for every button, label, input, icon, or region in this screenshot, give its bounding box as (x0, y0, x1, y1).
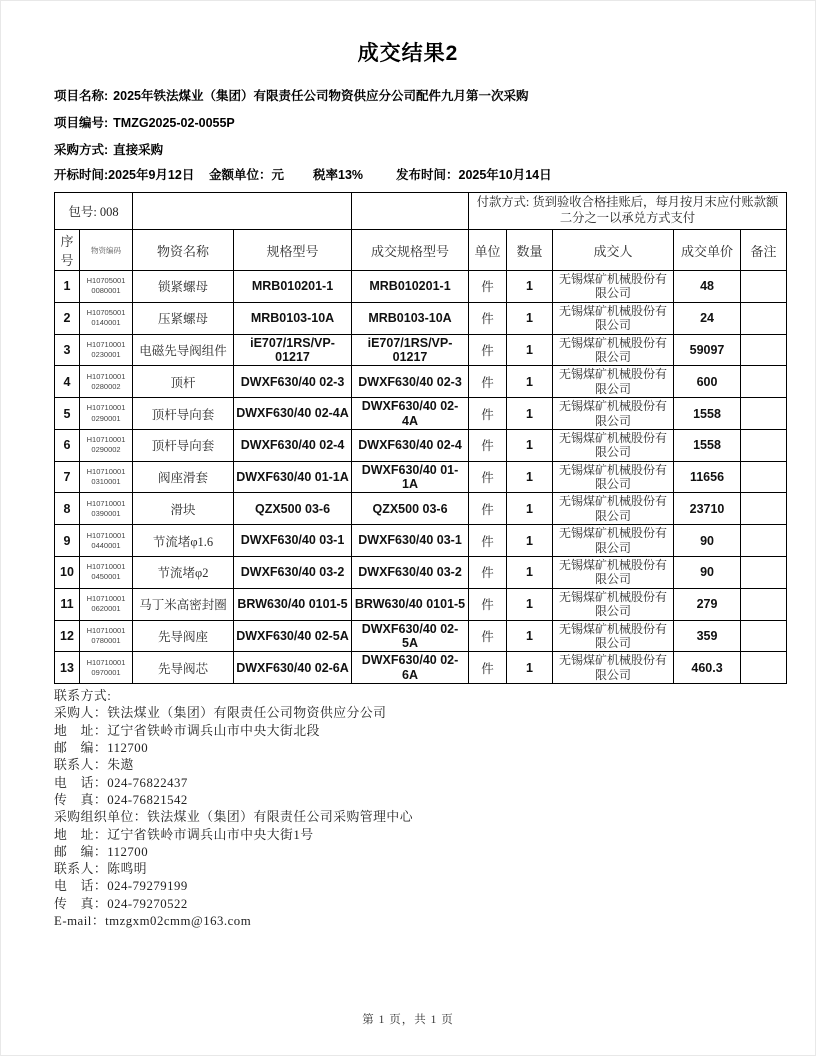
cell-remark (741, 652, 787, 684)
table-row (55, 588, 787, 620)
cell-unit: 件 (469, 334, 507, 366)
cell-name: 节流堵φ2 (133, 557, 234, 589)
cell-name: 滑块 (133, 493, 234, 525)
cell-spec: DWXF630/40 02-3 (234, 366, 352, 398)
cell-no: 9 (55, 525, 80, 557)
cell-name: 顶杆导向套 (133, 429, 234, 461)
cell-unit: 件 (469, 620, 507, 652)
cell-remark (741, 334, 787, 366)
cell-remark (741, 525, 787, 557)
cell-supplier: 无锡煤矿机械股份有限公司 (553, 429, 674, 461)
amount-unit: 金额单位：元 (209, 168, 285, 182)
cell-qty: 1 (507, 366, 553, 398)
col-header-deal-spec: 成交规格型号 (352, 230, 469, 271)
contact-line: 邮 编：112700 (54, 844, 149, 859)
cell-no: 11 (55, 588, 80, 620)
contact-line: 联系方式: (54, 689, 112, 704)
cell-remark (741, 271, 787, 303)
cell-no: 1 (55, 271, 80, 303)
cell-supplier: 无锡煤矿机械股份有限公司 (553, 652, 674, 684)
cell-code: H10710001 0620001 (80, 588, 133, 620)
cell-spec: DWXF630/40 03-2 (234, 557, 352, 589)
cell-remark (741, 620, 787, 652)
cell-deal-spec: QZX500 03-6 (352, 493, 469, 525)
cell-supplier: 无锡煤矿机械股份有限公司 (553, 461, 674, 493)
cell-price: 59097 (674, 334, 741, 366)
cell-qty: 1 (507, 271, 553, 303)
cell-supplier: 无锡煤矿机械股份有限公司 (553, 302, 674, 334)
cell-code: H10710001 0970001 (80, 652, 133, 684)
open-time: 开标时间:2025年9月12日 (54, 168, 195, 182)
cell-remark (741, 366, 787, 398)
cell-supplier: 无锡煤矿机械股份有限公司 (553, 493, 674, 525)
cell-remark (741, 302, 787, 334)
cell-remark (741, 461, 787, 493)
cell-supplier: 无锡煤矿机械股份有限公司 (553, 271, 674, 303)
cell-spec: DWXF630/40 02-5A (234, 620, 352, 652)
cell-no: 12 (55, 620, 80, 652)
contact-line: 传 真：024-76821542 (54, 792, 188, 807)
cell-deal-spec: iE707/1RS/VP-01217 (352, 334, 469, 366)
cell-qty: 1 (507, 461, 553, 493)
cell-name: 锁紧螺母 (133, 271, 234, 303)
cell-qty: 1 (507, 588, 553, 620)
cell-code: H10710001 0450001 (80, 557, 133, 589)
contact-line: 采购组织单位：铁法煤业（集团）有限责任公司采购管理中心 (54, 810, 414, 825)
procurement-method-value: 直接采购 (113, 143, 164, 157)
cell-deal-spec: DWXF630/40 01-1A (352, 461, 469, 493)
cell-deal-spec: DWXF630/40 03-2 (352, 557, 469, 589)
document-header (54, 83, 785, 186)
project-name-line (54, 83, 785, 110)
procurement-method-label: 采购方式: (54, 143, 109, 157)
cell-price: 24 (674, 302, 741, 334)
contact-line: 地 址：辽宁省铁岭市调兵山市中央大街北段 (54, 723, 320, 738)
cell-code: H10710001 0440001 (80, 525, 133, 557)
cell-qty: 1 (507, 525, 553, 557)
cell-name: 顶杆 (133, 366, 234, 398)
project-no-label: 项目编号: (54, 116, 109, 130)
table-row (55, 493, 787, 525)
contact-line: 邮 编：112700 (54, 741, 149, 756)
cell-no: 5 (55, 398, 80, 430)
cell-deal-spec: DWXF630/40 03-1 (352, 525, 469, 557)
cell-deal-spec: MRB0103-10A (352, 302, 469, 334)
cell-code: H10705001 0140001 (80, 302, 133, 334)
cell-no: 10 (55, 557, 80, 589)
cell-price: 23710 (674, 493, 741, 525)
cell-code: H10705001 0080001 (80, 271, 133, 303)
cell-supplier: 无锡煤矿机械股份有限公司 (553, 366, 674, 398)
package-no: 包号: 008 (55, 193, 133, 230)
contact-line: 联系人：陈鸣明 (54, 862, 148, 877)
table-row (55, 525, 787, 557)
cell-no: 8 (55, 493, 80, 525)
project-name-label: 项目名称: (54, 89, 109, 103)
cell-deal-spec: BRW630/40 0101-5 (352, 588, 469, 620)
cell-unit: 件 (469, 429, 507, 461)
cell-supplier: 无锡煤矿机械股份有限公司 (553, 525, 674, 557)
cell-code: H10710001 0290002 (80, 429, 133, 461)
col-header-supplier: 成交人 (553, 230, 674, 271)
table-row (55, 461, 787, 493)
cell-unit: 件 (469, 493, 507, 525)
cell-name: 压紧螺母 (133, 302, 234, 334)
cell-qty: 1 (507, 620, 553, 652)
cell-unit: 件 (469, 366, 507, 398)
cell-price: 90 (674, 557, 741, 589)
cell-no: 4 (55, 366, 80, 398)
cell-spec: iE707/1RS/VP-01217 (234, 334, 352, 366)
cell-remark (741, 398, 787, 430)
cell-unit: 件 (469, 557, 507, 589)
table-row (55, 429, 787, 461)
cell-no: 13 (55, 652, 80, 684)
cell-name: 马丁米高密封圈 (133, 588, 234, 620)
package-row (55, 193, 787, 230)
table-row (55, 652, 787, 684)
col-header-qty: 数量 (507, 230, 553, 271)
contact-line: E-mail：tmzgxm02cmm@163.com (54, 914, 252, 929)
cell-deal-spec: MRB010201-1 (352, 271, 469, 303)
cell-spec: DWXF630/40 03-1 (234, 525, 352, 557)
cell-name: 先导阀芯 (133, 652, 234, 684)
cell-supplier: 无锡煤矿机械股份有限公司 (553, 620, 674, 652)
table-row (55, 302, 787, 334)
table-row (55, 398, 787, 430)
page-title: 成交结果2 (357, 42, 459, 65)
col-header-remark: 备注 (741, 230, 787, 271)
meta-line (54, 164, 785, 186)
cell-name: 节流堵φ1.6 (133, 525, 234, 557)
cell-qty: 1 (507, 557, 553, 589)
cell-name: 电磁先导阀组件 (133, 334, 234, 366)
cell-price: 1558 (674, 429, 741, 461)
col-header-price: 成交单价 (674, 230, 741, 271)
cell-price: 11656 (674, 461, 741, 493)
page-number: 第 1 页，共 1 页 (362, 1014, 454, 1026)
empty-cell (133, 193, 352, 230)
table-row (55, 366, 787, 398)
table-body (55, 271, 787, 684)
cell-remark (741, 429, 787, 461)
cell-name: 先导阀座 (133, 620, 234, 652)
cell-qty: 1 (507, 493, 553, 525)
cell-supplier: 无锡煤矿机械股份有限公司 (553, 588, 674, 620)
cell-unit: 件 (469, 271, 507, 303)
cell-unit: 件 (469, 302, 507, 334)
cell-spec: BRW630/40 0101-5 (234, 588, 352, 620)
cell-name: 阀座滑套 (133, 461, 234, 493)
cell-no: 6 (55, 429, 80, 461)
cell-no: 2 (55, 302, 80, 334)
col-header-name: 物资名称 (133, 230, 234, 271)
cell-supplier: 无锡煤矿机械股份有限公司 (553, 557, 674, 589)
publish-time: 发布时间：2025年10月14日 (396, 168, 552, 182)
contact-line: 联系人：朱遨 (54, 758, 134, 773)
cell-price: 460.3 (674, 652, 741, 684)
cell-spec: MRB010201-1 (234, 271, 352, 303)
cell-name: 顶杆导向套 (133, 398, 234, 430)
table-row (55, 620, 787, 652)
cell-qty: 1 (507, 334, 553, 366)
project-no-line (54, 110, 785, 137)
cell-qty: 1 (507, 398, 553, 430)
contact-line: 采购人：铁法煤业（集团）有限责任公司物资供应分公司 (54, 706, 387, 721)
cell-code: H10710001 0390001 (80, 493, 133, 525)
col-header-code: 物资编码 (80, 230, 133, 271)
cell-no: 3 (55, 334, 80, 366)
project-no-value: TMZG2025-02-0055P (113, 116, 235, 130)
table-row (55, 557, 787, 589)
cell-spec: MRB0103-10A (234, 302, 352, 334)
cell-price: 48 (674, 271, 741, 303)
cell-deal-spec: DWXF630/40 02-4 (352, 429, 469, 461)
col-header-unit: 单位 (469, 230, 507, 271)
cell-spec: DWXF630/40 02-4A (234, 398, 352, 430)
result-table (54, 192, 787, 684)
cell-code: H10710001 0290001 (80, 398, 133, 430)
cell-remark (741, 588, 787, 620)
cell-deal-spec: DWXF630/40 02-6A (352, 652, 469, 684)
cell-code: H10710001 0780001 (80, 620, 133, 652)
cell-code: H10710001 0230001 (80, 334, 133, 366)
cell-remark (741, 493, 787, 525)
cell-supplier: 无锡煤矿机械股份有限公司 (553, 398, 674, 430)
contact-line: 电 话：024-79279199 (54, 879, 188, 894)
cell-spec: DWXF630/40 02-6A (234, 652, 352, 684)
tax-rate: 税率13% (313, 168, 364, 182)
cell-qty: 1 (507, 302, 553, 334)
empty-cell (352, 193, 469, 230)
cell-unit: 件 (469, 588, 507, 620)
cell-qty: 1 (507, 429, 553, 461)
cell-unit: 件 (469, 652, 507, 684)
cell-price: 600 (674, 366, 741, 398)
cell-code: H10710001 0310001 (80, 461, 133, 493)
contact-line: 电 话：024-76822437 (54, 775, 188, 790)
cell-price: 359 (674, 620, 741, 652)
cell-unit: 件 (469, 398, 507, 430)
project-name-value: 2025年铁法煤业（集团）有限责任公司物资供应分公司配件九月第一次采购 (113, 89, 529, 103)
col-header-no: 序号 (55, 230, 80, 271)
cell-price: 279 (674, 588, 741, 620)
contact-line: 传 真：024-79270522 (54, 896, 188, 911)
contact-line: 地 址：辽宁省铁岭市调兵山市中央大街1号 (54, 827, 314, 842)
cell-spec: DWXF630/40 02-4 (234, 429, 352, 461)
cell-price: 1558 (674, 398, 741, 430)
cell-qty: 1 (507, 652, 553, 684)
table-row (55, 271, 787, 303)
cell-code: H10710001 0280002 (80, 366, 133, 398)
cell-deal-spec: DWXF630/40 02-4A (352, 398, 469, 430)
cell-unit: 件 (469, 461, 507, 493)
table-header-row (55, 230, 787, 271)
cell-remark (741, 557, 787, 589)
cell-spec: DWXF630/40 01-1A (234, 461, 352, 493)
payment-terms: 付款方式: 货到验收合格挂账后，每月按月末应付账款额二分之一以承兑方式支付 (469, 193, 787, 230)
procurement-method-line (54, 137, 785, 164)
cell-no: 7 (55, 461, 80, 493)
cell-supplier: 无锡煤矿机械股份有限公司 (553, 334, 674, 366)
cell-unit: 件 (469, 525, 507, 557)
cell-deal-spec: DWXF630/40 02-5A (352, 620, 469, 652)
cell-spec: QZX500 03-6 (234, 493, 352, 525)
col-header-spec: 规格型号 (234, 230, 352, 271)
cell-price: 90 (674, 525, 741, 557)
contacts-block (54, 688, 785, 930)
cell-deal-spec: DWXF630/40 02-3 (352, 366, 469, 398)
table-row (55, 334, 787, 366)
